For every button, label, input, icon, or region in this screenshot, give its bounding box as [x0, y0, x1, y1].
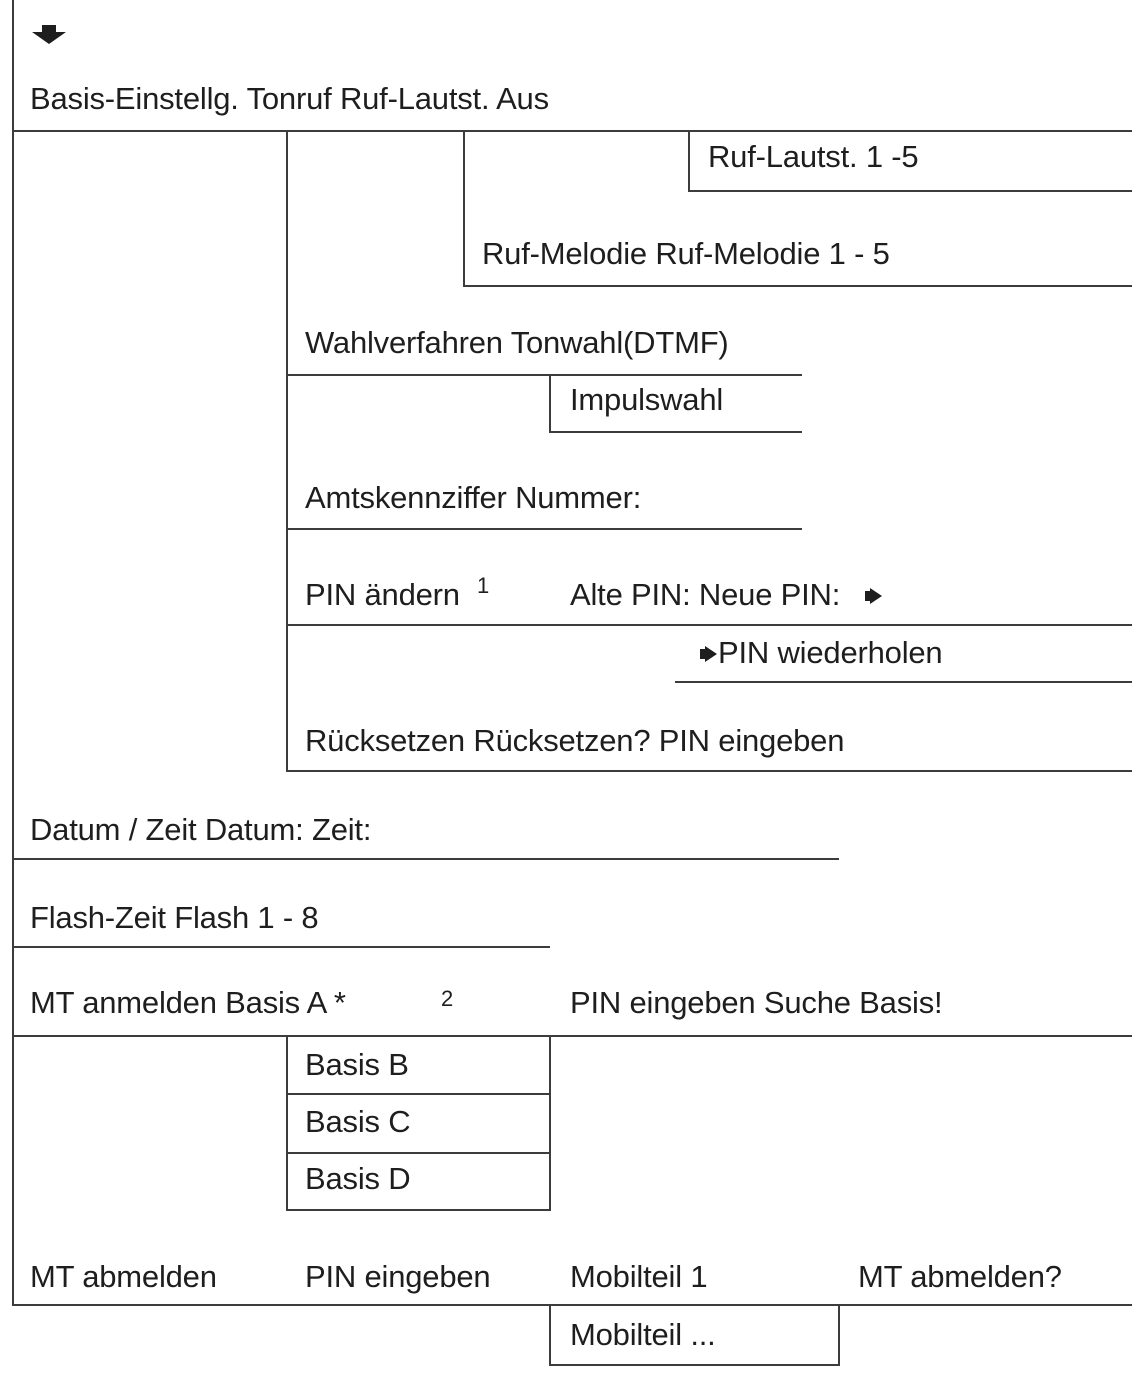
- option-amtskennziffer: Amtskennziffer Nummer:: [305, 480, 642, 515]
- option-ruf-lautst: Ruf-Lautst. 1 -5: [708, 139, 919, 174]
- option-impulswahl: Impulswahl: [570, 382, 724, 417]
- menu-basis-einstellg: Basis-Einstellg. Tonruf Ruf-Lautst. Aus: [30, 81, 549, 116]
- divider: [286, 1152, 551, 1154]
- option-pin-aendern: PIN ändern: [305, 577, 460, 612]
- divider: [286, 1209, 551, 1211]
- branch-line: [286, 130, 288, 772]
- branch-line: [463, 130, 465, 287]
- branch-line: [549, 1304, 551, 1366]
- footnote-marker: 2: [441, 986, 454, 1011]
- option-mobilteil-more: Mobilteil ...: [570, 1317, 716, 1352]
- divider: [286, 770, 1132, 772]
- divider: [463, 285, 1132, 287]
- option-alte-neue-pin: Alte PIN: Neue PIN:: [570, 577, 841, 612]
- option-pin-eingeben: PIN eingeben: [305, 1259, 491, 1294]
- divider: [12, 946, 550, 948]
- option-ruf-melodie: Ruf-Melodie Ruf-Melodie 1 - 5: [482, 236, 890, 271]
- menu-flash-zeit: Flash-Zeit Flash 1 - 8: [30, 900, 319, 935]
- branch-line: [688, 130, 690, 192]
- divider: [688, 190, 1132, 192]
- option-mt-abmelden-confirm: MT abmelden?: [858, 1259, 1062, 1294]
- option-ruecksetzen: Rücksetzen Rücksetzen? PIN eingeben: [305, 723, 845, 758]
- branch-line: [838, 1304, 840, 1366]
- divider: [286, 1093, 551, 1095]
- right-arrow-icon: [870, 588, 882, 604]
- divider: [549, 1364, 840, 1366]
- divider: [549, 431, 802, 433]
- down-arrow-icon: [32, 32, 66, 44]
- branch-line: [549, 374, 551, 433]
- option-basis-d: Basis D: [305, 1161, 411, 1196]
- divider: [286, 624, 1132, 626]
- divider: [286, 528, 802, 530]
- menu-mt-anmelden: MT anmelden Basis A *: [30, 985, 346, 1020]
- divider: [12, 1304, 1132, 1306]
- option-pin-suche-basis: PIN eingeben Suche Basis!: [570, 985, 943, 1020]
- right-arrow-icon: [705, 646, 717, 662]
- branch-line: [286, 1035, 288, 1211]
- option-basis-c: Basis C: [305, 1104, 411, 1139]
- divider: [12, 1035, 1132, 1037]
- option-wahlverfahren: Wahlverfahren Tonwahl(DTMF): [305, 325, 729, 360]
- divider: [12, 858, 839, 860]
- option-basis-b: Basis B: [305, 1047, 409, 1082]
- footnote-marker: 1: [477, 573, 490, 598]
- divider: [12, 130, 1132, 132]
- menu-mt-abmelden: MT abmelden: [30, 1259, 217, 1294]
- divider: [675, 681, 1132, 683]
- divider: [286, 374, 802, 376]
- spine-line: [12, 0, 14, 1306]
- branch-line: [549, 1035, 551, 1211]
- option-pin-wiederholen: PIN wiederholen: [718, 635, 943, 670]
- option-mobilteil-1: Mobilteil 1: [570, 1259, 708, 1294]
- menu-datum-zeit: Datum / Zeit Datum: Zeit:: [30, 812, 372, 847]
